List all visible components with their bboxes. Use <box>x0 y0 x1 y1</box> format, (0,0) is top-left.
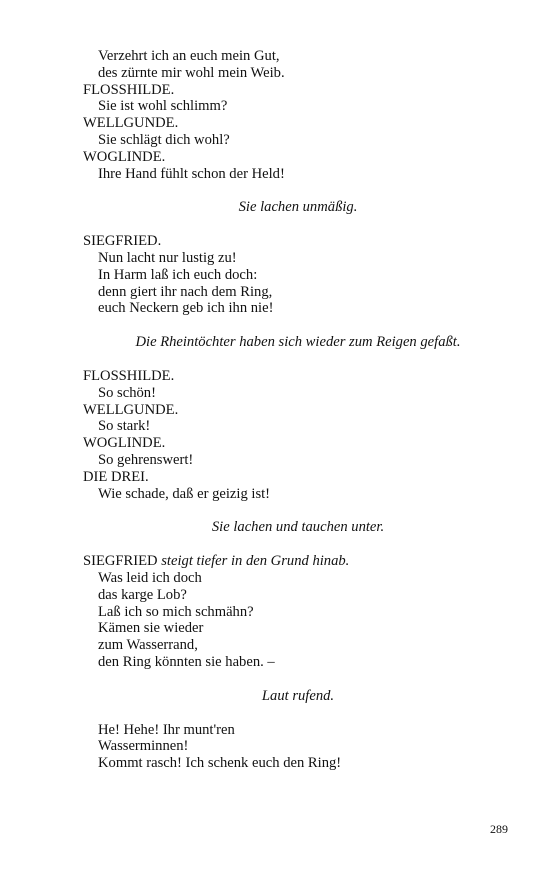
page-number: 289 <box>490 822 508 836</box>
verse-line: des zürnte mir wohl mein Weib. <box>98 64 285 81</box>
speaker-name: SIEGFRIED. <box>83 233 162 250</box>
page-text <box>83 48 523 772</box>
speaker-name: WELLGUNDE. <box>83 401 179 418</box>
spacer <box>83 502 523 519</box>
verse-line: Kämen sie wieder <box>98 620 204 637</box>
verse-line: In Harm laß ich euch doch: <box>98 266 258 283</box>
spacer <box>83 216 523 233</box>
verse-line: So schön! <box>98 384 156 401</box>
verse-line: denn giert ihr nach dem Ring, <box>98 283 273 300</box>
spacer <box>83 317 523 334</box>
speaker-name: WELLGUNDE. <box>83 115 179 132</box>
verse-line: Laß ich so mich schmähn? <box>98 603 254 620</box>
verse-line: Wasserminnen! <box>98 738 189 755</box>
verse-line: Ihre Hand fühlt schon der Held! <box>98 165 285 182</box>
stage-direction: Sie lachen unmäßig. <box>238 199 358 216</box>
spacer <box>83 182 523 199</box>
verse-line: So gehrenswert! <box>98 451 194 468</box>
stage-direction: steigt tiefer in den Grund hinab. <box>161 553 350 570</box>
verse-line: Sie schlägt dich wohl? <box>98 131 230 148</box>
stage-direction: Laut rufend. <box>261 687 335 704</box>
speaker-name: FLOSSHILDE. <box>83 81 175 98</box>
verse-line: So stark! <box>98 418 151 435</box>
verse-line: Kommt rasch! Ich schenk euch den Ring! <box>98 755 342 772</box>
speaker-with-direction <box>83 553 523 570</box>
speaker-name: WOGLINDE. <box>83 435 166 452</box>
verse-line: Verzehrt ich an euch mein Gut, <box>98 48 280 64</box>
verse-line: He! Hehe! Ihr munt'ren <box>98 721 235 738</box>
verse-line: Nun lacht nur lustig zu! <box>98 249 237 266</box>
verse-line: zum Wasserrand, <box>98 637 198 654</box>
verse-line: Wie schade, daß er geizig ist! <box>98 485 271 502</box>
spacer <box>83 705 523 722</box>
verse-line: Sie ist wohl schlimm? <box>98 98 228 115</box>
verse-line: den Ring könnten sie haben. – <box>98 653 275 670</box>
speaker-name: SIEGFRIED <box>83 553 158 570</box>
spacer <box>83 671 523 688</box>
spacer <box>83 351 523 368</box>
verse-line: das karge Lob? <box>98 586 187 603</box>
stage-direction: Die Rheintöchter haben sich wieder zum Reigen gefaßt. <box>135 334 461 351</box>
verse-line: euch Neckern geb ich ihn nie! <box>98 300 274 317</box>
verse-line: Was leid ich doch <box>98 569 202 586</box>
speaker-name: FLOSSHILDE. <box>83 367 175 384</box>
speaker-name: DIE DREI. <box>83 468 149 485</box>
stage-direction: Sie lachen und tauchen unter. <box>211 519 385 536</box>
speaker-name: WOGLINDE. <box>83 148 166 165</box>
spacer <box>83 536 523 553</box>
